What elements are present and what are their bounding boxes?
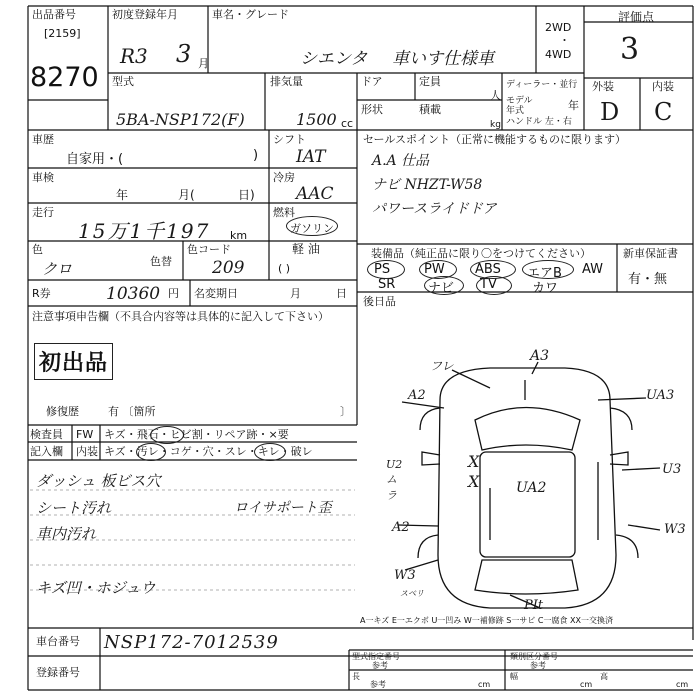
mark-x-1: X	[468, 452, 480, 471]
yen-unit: 円	[168, 287, 179, 300]
lot-label: 出品番号	[32, 8, 76, 21]
damage-legend: A一キズ E一エクボ U一凹み W一補修跡 S一サビ C一腐食 XX一交換済	[360, 616, 614, 625]
inspector-label: 検査員	[30, 428, 63, 441]
fw-label: FW	[76, 428, 94, 441]
model-year-label: モデル年式	[506, 96, 533, 116]
equip-aw: AW	[582, 262, 604, 277]
mark-x-2: X	[468, 472, 480, 491]
lot-code: [2159]	[44, 27, 81, 40]
mark-pit: PIt	[524, 598, 544, 613]
mark-w3-right: W3	[664, 522, 686, 537]
capacity-label: 定員	[419, 75, 441, 88]
warranty-label: 新車保証書	[623, 247, 678, 260]
person-unit: 人	[490, 89, 501, 102]
chassis-label: 車台番号	[36, 635, 80, 648]
note-3: 車内汚れ	[36, 525, 97, 543]
color-label: 色	[32, 243, 43, 256]
reg-change-label: 名変期日	[194, 287, 238, 300]
interior-label: 内装	[652, 80, 674, 93]
repair-history-label: 修復歴	[46, 405, 79, 418]
sales-point-3: パワースライドドア	[372, 201, 497, 217]
warranty-value: 有・無	[628, 272, 668, 287]
class-number-label: 類別区分番号	[510, 652, 558, 661]
equip-abs: ABS	[475, 262, 501, 277]
equipment-label: 装備品（純正品に限り〇をつけてください）	[371, 247, 591, 260]
color-change-label: 色替	[150, 255, 172, 268]
mark-w3-left: W3	[394, 568, 416, 583]
history-value: 自家用・(	[66, 152, 124, 167]
mileage-label: 走行	[32, 206, 54, 219]
mark-fure: フレ	[430, 359, 454, 373]
drive-4wd: 4WD	[545, 48, 572, 61]
length-label: 長	[352, 672, 360, 681]
car-name: シエンタ	[300, 49, 368, 69]
entry-label: 記入欄	[30, 445, 63, 458]
mark-ua3: UA3	[646, 388, 675, 403]
equip-ps: PS	[374, 262, 391, 277]
note-1: ダッシュ 板ビス穴	[36, 472, 161, 490]
equip-navi: ナビ	[428, 281, 455, 296]
color-value: クロ	[42, 260, 73, 278]
score-label: 評価点	[618, 10, 655, 24]
mark-u3: U3	[662, 462, 682, 477]
equip-pw: PW	[424, 262, 445, 277]
color-code: 209	[212, 258, 245, 278]
recycle-amount: 10360	[106, 284, 161, 304]
lot-number: 8270	[30, 62, 99, 93]
equip-tv: TV	[480, 277, 497, 292]
score: 3	[620, 32, 640, 67]
first-listing-stamp: 初出品	[34, 343, 113, 380]
model-label: 型式	[112, 75, 134, 88]
drive-2wd: 2WD	[545, 21, 572, 34]
fuel-label: 燃料	[273, 206, 295, 219]
door-label: ドア	[361, 75, 383, 88]
cc-unit: cc	[341, 117, 354, 130]
month-unit: 月	[198, 57, 209, 70]
width-label: 幅	[510, 672, 518, 681]
inspection-label: 車検	[32, 171, 54, 184]
recycle-label: R券	[32, 287, 51, 300]
note-right: ロイサポート歪	[234, 500, 332, 516]
sales-point-1: A.A 仕品	[372, 153, 430, 169]
ac-value: AAC	[296, 184, 334, 204]
year-unit: 年	[568, 99, 579, 112]
shape-label: 形状	[361, 103, 383, 116]
notes-label: 注意事項申告欄（不具合内容等は具体的に記入して下さい）	[32, 310, 329, 323]
displacement-label: 排気量	[270, 75, 303, 88]
gasoline-circle	[286, 216, 338, 236]
exterior-defects: キズ・飛石・ヒビ割・リペア跡・×要	[104, 428, 289, 441]
displacement: 1500	[296, 110, 337, 129]
type-designation-label: 型式指定番号	[352, 652, 400, 661]
exterior-label: 外装	[592, 80, 614, 93]
mark-u2-mura: U2ムラ	[386, 458, 403, 502]
shift-value: IAT	[296, 147, 326, 167]
reg-era: R3	[120, 44, 148, 68]
mark-a2-front: A2	[408, 388, 426, 403]
mark-a3: A3	[530, 348, 550, 364]
interior-grade: C	[654, 98, 673, 126]
color-code-label: 色コード	[187, 243, 231, 256]
load-label: 積載	[419, 103, 441, 116]
ac-label: 冷房	[273, 171, 295, 184]
history-label: 車歴	[32, 133, 54, 146]
chassis-number: NSP172-7012539	[104, 632, 279, 653]
fuel-diesel: 軽 油	[292, 242, 320, 256]
mark-suberi: スベリ	[400, 589, 424, 598]
mark-a2-rear: A2	[392, 520, 410, 535]
mileage-value: 15万1千197	[78, 219, 211, 243]
handle-label: ハンドル 左・右	[506, 117, 572, 127]
kg-unit: kg	[490, 120, 501, 130]
interior-label-2: 内装	[76, 445, 98, 458]
note-4: キズ凹・ホジュウ	[36, 579, 156, 597]
equip-airbag: エアB	[527, 266, 562, 281]
model: 5BA-NSP172(F)	[116, 110, 245, 129]
reg-month: 3	[176, 40, 192, 68]
height-label: 高	[600, 672, 608, 681]
sales-points-label: セールスポイント（正常に機能するものに限ります）	[363, 133, 627, 146]
note-2: シート汚れ	[36, 499, 112, 517]
interior-defects: キズ・汚レ・コゲ・穴・スレ・キレ・破レ	[104, 445, 313, 458]
sales-point-2: ナビ NHZT-W58	[372, 177, 483, 193]
exterior-grade: D	[600, 98, 620, 126]
name-grade-label: 車名・グレード	[212, 8, 289, 21]
mark-ua2: UA2	[516, 480, 547, 496]
reg-date-label: 初度登録年月	[112, 8, 178, 21]
repair-history-value: 有 〔箇所	[108, 405, 156, 418]
after-items-label: 後日品	[363, 295, 396, 308]
fuel-gasoline: ガソリン	[290, 222, 334, 235]
equip-sr: SR	[378, 277, 396, 292]
shift-label: シフト	[273, 133, 306, 146]
reg-number-label: 登録番号	[36, 666, 80, 679]
grade: 車いす仕様車	[392, 49, 494, 69]
equip-leather: カワ	[532, 281, 559, 296]
dealer-label: ディーラー・並行	[506, 80, 578, 90]
km-unit: km	[230, 229, 248, 242]
